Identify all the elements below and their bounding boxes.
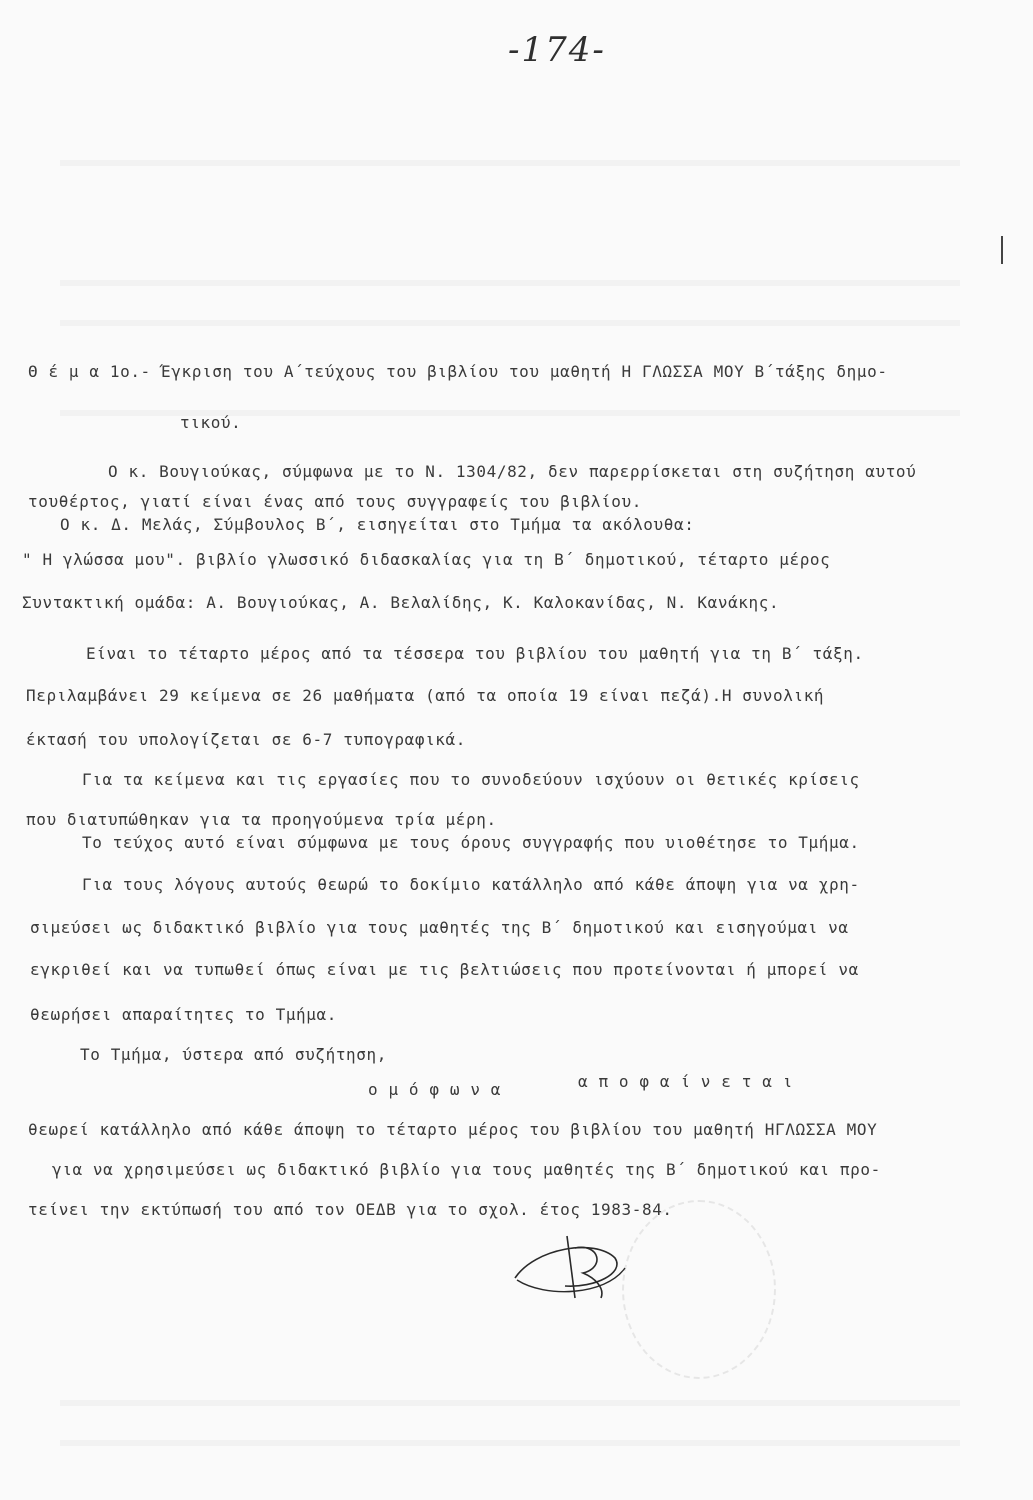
body-line: θεωρήσει απαραίτητες το Τμήμα. [30, 1005, 337, 1024]
body-line: Περιλαμβάνει 29 κείμενα σε 26 μαθήματα (από τα οποία 19 είναι πεζά).Η συνολική [26, 686, 825, 705]
decision-line: θεωρεί κατάλληλο από κάθε άποψη το τέταρτο μέρος του βιβλίου του μαθητή ΗΓΛΩΣΣΑ ΜΟΥ [28, 1120, 878, 1139]
body-line: Ο κ. Δ. Μελάς, Σύμβουλος Β΄, εισηγείται στο Τμήμα τα ακόλουθα: [60, 515, 695, 534]
body-line: που διατυπώθηκαν για τα προηγούμενα τρία μέρη. [26, 810, 497, 829]
bleed-through-line [60, 320, 960, 326]
body-line: Για τους λόγους αυτούς θεωρώ το δοκίμιο κατάλληλο από κάθε άποψη για να χρη- [82, 875, 860, 894]
decision-line: για να χρησιμεύσει ως διδακτικό βιβλίο για τους μαθητές της Β΄ δημοτικού και προ- [52, 1160, 881, 1179]
decision-line: τείνει την εκτύπωσή του από τον ΟΕΔΒ για το σχολ. έτος 1983-84. [28, 1200, 673, 1219]
body-line: σιμεύσει ως διδακτικό βιβλίο για τους μαθητές της Β΄ δημοτικού και εισηγούμαι να [30, 918, 849, 937]
signature-image [505, 1228, 635, 1308]
topic-line-1: Θ έ μ α 1ο.- Έγκριση του Α΄τεύχους του βιβλίου του μαθητή Η ΓΛΩΣΣΑ ΜΟΥ Β΄τάξης δημο- [28, 362, 888, 381]
decision-heading-right: α π ο φ α ί ν ε τ α ι [578, 1072, 793, 1091]
body-line: Ο κ. Βουγιούκας, σύμφωνα με το Ν. 1304/82, δεν παρερρίσκεται στη συζήτηση αυτού [108, 462, 917, 481]
page-number: -174- [508, 30, 606, 70]
bleed-through-line [60, 1400, 960, 1406]
body-line: Συντακτική ομάδα: Α. Βουγιούκας, Α. Βελαλίδης, Κ. Καλοκανίδας, Ν. Κανάκης. [22, 593, 780, 612]
body-line: Για τα κείμενα και τις εργασίες που το συνοδεύουν ισχύουν οι θετικές κρίσεις [82, 770, 860, 789]
body-line: Είναι το τέταρτο μέρος από τα τέσσερα του βιβλίου του μαθητή για τη Β΄ τάξη. [86, 644, 864, 663]
topic-line-2: τικού. [180, 413, 242, 432]
body-line: " Η γλώσσα μου". βιβλίο γλωσσικό διδασκαλίας για τη Β΄ δημοτικού, τέταρτο μέρος [22, 550, 831, 569]
bleed-through-line [60, 280, 960, 286]
body-line: Το τεύχος αυτό είναι σύμφωνα με τους όρους συγγραφής που υιοθέτησε το Τμήμα. [82, 833, 860, 852]
decision-heading-left: ο μ ό φ ω ν α [368, 1080, 502, 1099]
body-line: έκτασή του υπολογίζεται σε 6-7 τυπογραφικά. [26, 730, 467, 749]
margin-mark [1001, 236, 1003, 264]
body-line: εγκριθεί και να τυπωθεί όπως είναι με τις βελτιώσεις που προτείνονται ή μπορεί να [30, 960, 859, 979]
bleed-through-line [60, 1440, 960, 1446]
faint-stamp [622, 1200, 776, 1379]
bleed-through-line [60, 160, 960, 166]
body-line: Το Τμήμα, ύστερα από συζήτηση, [80, 1045, 387, 1064]
body-line: τουθέρτος, γιατί είναι ένας από τους συγγραφείς του βιβλίου. [28, 492, 642, 511]
